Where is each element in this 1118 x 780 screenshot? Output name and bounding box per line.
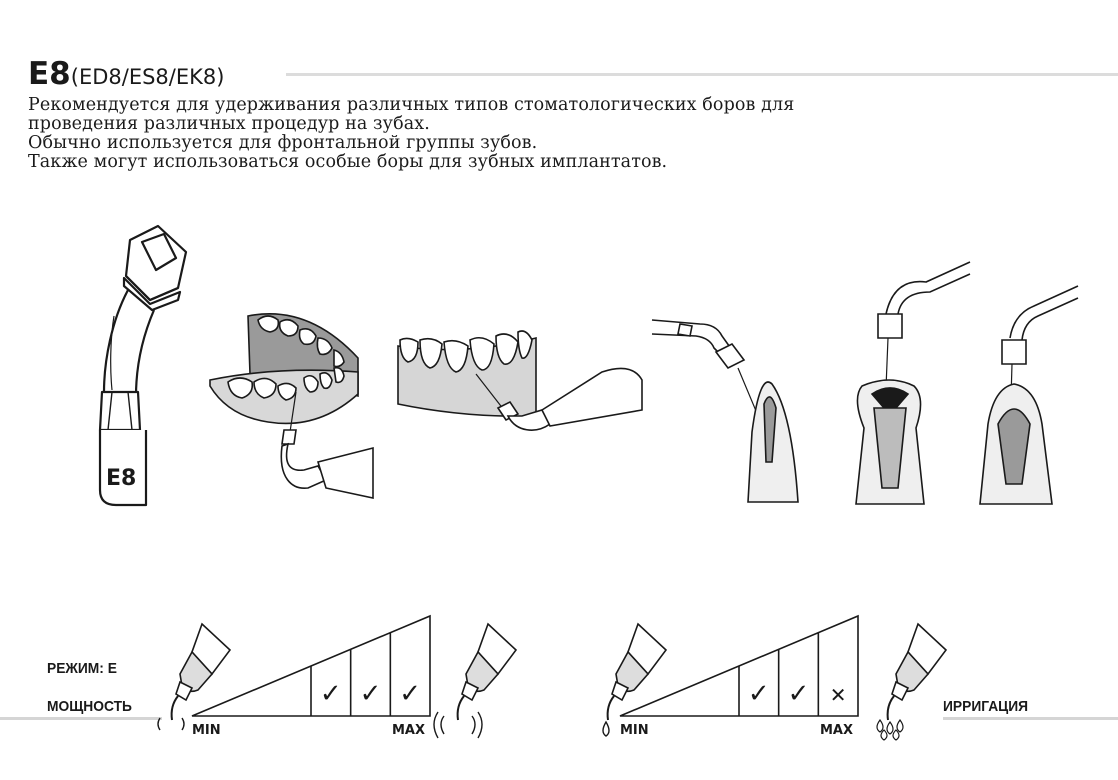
- power-scale: [192, 612, 432, 718]
- bottom-divider-right: [943, 717, 1118, 720]
- power-level-mark: ✓: [399, 679, 422, 709]
- irrigation-level-mark: ✓: [747, 679, 770, 709]
- description: [28, 96, 1028, 172]
- irrigation-level-mark: ✓: [787, 679, 810, 709]
- header-divider: [286, 73, 1118, 76]
- section-header: [28, 56, 1118, 96]
- title-variants: (ED8/ES8/EK8): [70, 65, 225, 89]
- power-max-label: MAX: [392, 723, 426, 738]
- power-label: МОЩНОСТЬ: [47, 698, 132, 715]
- handpiece-max-icon: [428, 622, 518, 740]
- mode-label: РЕЖИМ: E: [47, 660, 117, 677]
- title-model: E8: [28, 56, 71, 92]
- description-line: Обычно используется для фронтальной группы зубов.: [28, 133, 538, 153]
- tooth-procedure-illustration-3: [974, 284, 1118, 504]
- power-min-label: MIN: [192, 723, 221, 738]
- handpiece-irrigation-max-icon: [868, 622, 948, 740]
- tooth-procedure-illustration-1: [652, 312, 800, 502]
- anterior-teeth-illustration: [396, 326, 642, 438]
- irrigation-scale: [620, 612, 860, 718]
- bottom-divider-left: [0, 717, 162, 720]
- irrigation-max-label: MAX: [820, 723, 854, 738]
- page-title: [28, 56, 224, 92]
- irrigation-min-label: MIN: [620, 723, 649, 738]
- jaw-illustration: [208, 302, 373, 504]
- tooth-procedure-illustration-2: [850, 258, 970, 504]
- description-line: Рекомендуется для удерживания различных типов стоматологических боров для: [28, 95, 795, 115]
- irrigation-label: ИРРИГАЦИЯ: [943, 698, 1029, 715]
- power-level-mark: ✓: [319, 679, 342, 709]
- description-line: проведения различных процедур на зубах.: [28, 114, 430, 134]
- power-level-mark: ✓: [359, 679, 382, 709]
- tip-model-label: E8: [106, 466, 137, 491]
- description-line: Также могут использоваться особые боры для зубных имплантатов.: [28, 152, 668, 172]
- irrigation-level-mark: ✕: [829, 683, 847, 707]
